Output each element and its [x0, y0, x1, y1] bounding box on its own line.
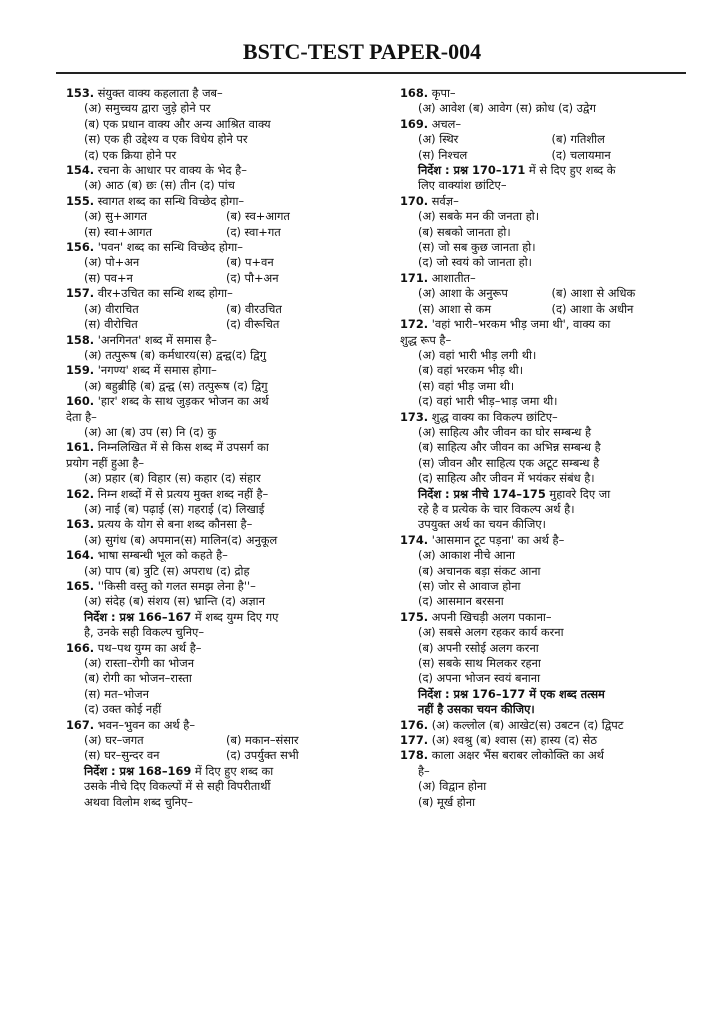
- question-line: [400, 86, 685, 101]
- option-pair: [400, 148, 685, 163]
- question-line: [66, 718, 368, 733]
- option-line: उपयुक्त अर्थ का चयन कीजिए।: [418, 517, 546, 532]
- option-line: है–: [418, 763, 430, 778]
- question-number: 178.: [400, 748, 429, 763]
- direction-text: में शब्द युग्म दिए गए: [191, 609, 279, 624]
- question-text: 'नगण्य' शब्द में समास होगा–: [97, 363, 217, 378]
- option-right: (द) पौ+अन: [226, 270, 279, 285]
- question-text: 'पवन' शब्द का सन्धि विच्छेद होगा–: [97, 240, 243, 255]
- question-number: 165.: [66, 579, 95, 593]
- question-line: [400, 410, 685, 425]
- option-line: (द) अपना भोजन स्वयं बनाना: [418, 671, 541, 686]
- option-left: (स) आशा से कम: [418, 301, 492, 316]
- option-line: (ब) एक प्रधान वाक्य और अन्य आश्रित वाक्य: [84, 116, 271, 131]
- option-line: (द) एक क्रिया होने पर: [84, 147, 177, 162]
- direction-line: [400, 163, 685, 178]
- option-line: (स) जोर से आवाज होना: [418, 579, 521, 593]
- option-line: (अ) पाप (ब) त्रुटि (स) अपराध (द) द्रोह: [84, 563, 250, 578]
- question-number: 170.: [400, 193, 429, 208]
- question-line: [400, 733, 685, 748]
- question-text: पथ–पथ युग्म का अर्थ है–: [97, 640, 202, 655]
- question-line: [66, 487, 368, 502]
- question-text: भवन–भुवन का अर्थ है–: [97, 717, 196, 732]
- option-line: (द) जो स्वयं को जानता हो।: [418, 255, 532, 270]
- option-right: (ब) आशा से अधिक: [551, 286, 636, 301]
- option-line: (ब) मूर्ख होना: [418, 794, 476, 809]
- question-number: 154.: [66, 163, 95, 178]
- option-left: (स) निश्चल: [418, 147, 468, 162]
- question-number: 174.: [400, 532, 429, 547]
- question-line: [66, 333, 368, 348]
- question-number: 161.: [66, 440, 95, 455]
- option-line: (ब) रोगी का भोजन–रास्ता: [84, 671, 192, 686]
- question-line: [66, 240, 368, 255]
- option-right: (द) स्वा+गत: [226, 224, 281, 239]
- question-line: [66, 194, 368, 209]
- option-line: (अ) नाई (ब) पढ़ाई (स) गहराई (द) लिखाई: [84, 501, 265, 516]
- option-right: (द) उपर्युक्त सभी: [226, 748, 299, 763]
- option-line: (अ) तत्पुरूष (ब) कर्मधारय(स) द्वन्द्व(द) द्विगु: [84, 347, 267, 362]
- question-number: 172.: [400, 317, 429, 332]
- option-line: (ब) अचानक बड़ा संकट आना: [418, 563, 541, 578]
- question-text: (अ) कल्लोल (ब) आखेट(स) उबटन (द) द्विपट: [431, 717, 624, 732]
- option-line: (अ) आठ (ब) छः (स) तीन (द) पांच: [84, 178, 235, 193]
- question-number: 168.: [400, 86, 429, 100]
- question-number: 162.: [66, 486, 95, 501]
- question-line: [66, 363, 368, 378]
- option-left: (अ) वीराचित: [84, 301, 139, 316]
- option-pair: [66, 271, 368, 286]
- option-left: (अ) पो+अन: [84, 255, 140, 270]
- question-number: 177.: [400, 733, 429, 748]
- header-divider: [56, 72, 686, 74]
- direction-bold-line: निर्देश : प्रश्न 176–177 में एक शब्द तत्सम: [418, 686, 605, 701]
- option-pair: [66, 225, 368, 240]
- option-line: (ब) अपनी रसोई अलग करना: [418, 640, 539, 655]
- question-number: 163.: [66, 517, 95, 532]
- option-line: (अ) समुच्चय द्वारा जुड़े होने पर: [84, 101, 211, 116]
- option-line: (अ) रास्ता–रोगी का भोजन: [84, 656, 195, 671]
- question-text: भाषा सम्बन्धी भूल को कहते है–: [97, 548, 228, 563]
- direction-text: में से दिए हुए शब्द के: [525, 163, 616, 178]
- question-number: 175.: [400, 609, 429, 624]
- option-line: (अ) विद्वान होना: [418, 779, 487, 794]
- question-number: 176.: [400, 717, 429, 732]
- option-line: रहे है व प्रत्येक के चार विकल्प अर्थ है।: [418, 501, 575, 516]
- question-text: (अ) श्वश्रु (ब) श्वास (स) हास्य (द) सेठ: [431, 733, 598, 748]
- option-pair: [66, 748, 368, 763]
- direction-label: निर्देश : प्रश्न 168–169: [84, 763, 192, 778]
- option-line: (स) मत–भोजन: [84, 686, 149, 701]
- question-line: [66, 440, 368, 455]
- question-text: स्वागत शब्द का सन्धि विच्छेद होगा–: [97, 193, 245, 208]
- option-line: (स) जो सब कुछ जानता हो।: [418, 240, 536, 255]
- left-column: [66, 86, 368, 810]
- direction-label: निर्देश : प्रश्न 170–171: [418, 163, 526, 178]
- question-text: कृपा–: [431, 86, 456, 100]
- option-left: (अ) घर–जगत: [84, 733, 144, 748]
- question-number: 159.: [66, 363, 95, 378]
- question-line: [66, 579, 368, 594]
- option-left: (स) घर–सुन्दर वन: [84, 748, 160, 763]
- question-continuation: शुद्ध रूप है–: [400, 332, 452, 347]
- option-pair: [400, 302, 685, 317]
- question-number: 156.: [66, 240, 95, 255]
- option-line: (स) जीवन और साहित्य एक अटूट सम्बन्ध है: [418, 455, 600, 470]
- direction-text: मुहावरे दिए जा: [545, 486, 611, 501]
- question-line: [66, 641, 368, 656]
- question-number: 166.: [66, 640, 95, 655]
- question-number: 158.: [66, 332, 95, 347]
- question-line: [400, 610, 685, 625]
- option-right: (ब) गतिशील: [551, 132, 605, 147]
- option-line: (ब) साहित्य और जीवन का अभिन्न सम्बन्ध है: [418, 440, 601, 455]
- question-text: संयुक्त वाक्य कहलाता है जब–: [97, 86, 223, 100]
- option-line: (अ) सबसे अलग रहकर कार्य करना: [418, 625, 564, 640]
- option-pair: [66, 733, 368, 748]
- option-left: (अ) सु+आगत: [84, 209, 148, 224]
- option-line: (अ) आवेश (ब) आवेग (स) क्रोध (द) उद्वेग: [418, 101, 596, 116]
- question-text: सर्वज्ञ–: [431, 193, 459, 208]
- direction-bold-line: नहीं है उसका चयन कीजिए।: [418, 702, 535, 717]
- question-text: ''किसी वस्तु को गलत समझ लेना है''–: [97, 579, 256, 593]
- question-number: 164.: [66, 548, 95, 563]
- question-text: 'वहां भारी–भरकम भीड़ जमा थी', वाक्य का: [431, 317, 611, 332]
- question-text: अपनी खिचड़ी अलग पकाना–: [431, 609, 552, 624]
- question-text: निम्नलिखित में से किस शब्द में उपसर्ग का: [97, 440, 269, 455]
- option-line: (अ) साहित्य और जीवन का घोर सम्बन्ध है: [418, 424, 592, 439]
- question-number: 173.: [400, 409, 429, 424]
- option-right: (द) आशा के अधीन: [551, 301, 634, 316]
- option-pair: [66, 317, 368, 332]
- question-line: [66, 394, 368, 409]
- question-text: अचल–: [431, 116, 462, 131]
- question-line: [400, 271, 685, 286]
- option-pair: [400, 286, 685, 301]
- option-line: उसके नीचे दिए विकल्पों में से सही विपरीतार्थी: [84, 779, 271, 794]
- question-text: शुद्ध वाक्य का विकल्प छांटिए–: [431, 409, 558, 424]
- option-line: (ब) वहां भरकम भीड़ थी।: [418, 363, 524, 378]
- question-line: [66, 286, 368, 301]
- option-line: अथवा विलोम शब्द चुनिए–: [84, 794, 193, 809]
- option-line: (अ) संदेह (ब) संशय (स) भ्रान्ति (द) अज्ञान: [84, 594, 265, 609]
- question-text: 'अनगिनत' शब्द में समास है–: [97, 332, 217, 347]
- question-number: 160.: [66, 394, 95, 409]
- option-line: है, उनके सही विकल्प चुनिए–: [84, 625, 205, 640]
- option-left: (अ) स्थिर: [418, 132, 459, 147]
- option-line: (द) उक्त कोई नहीं: [84, 702, 162, 717]
- option-line: (अ) आकाश नीचे आना: [418, 548, 515, 563]
- option-left: (स) पव+न: [84, 270, 133, 285]
- question-line: [400, 718, 685, 733]
- option-right: (ब) स्व+आगत: [226, 209, 290, 224]
- option-right: (ब) प+वन: [226, 255, 274, 270]
- option-right: (ब) मकान–संसार: [226, 733, 299, 748]
- question-line: [400, 317, 685, 332]
- question-number: 169.: [400, 116, 429, 131]
- option-line: (अ) बहुब्रीहि (ब) द्वन्द्व (स) तत्पुरूष (द) द्विगु: [84, 378, 268, 393]
- option-line: (अ) सबके मन की जनता हो।: [418, 209, 540, 224]
- direction-label: निर्देश : प्रश्न 166–167: [84, 609, 192, 624]
- option-line: (स) एक ही उद्देश्य व एक विधेय होने पर: [84, 132, 248, 147]
- question-continuation: प्रयोग नहीं हुआ है–: [66, 455, 145, 470]
- question-line: [400, 748, 685, 763]
- option-line: (द) वहां भारी भीड़–भाड़ जमा थी।: [418, 394, 558, 409]
- option-pair: [66, 255, 368, 270]
- option-line: (अ) प्रहार (ब) विहार (स) कहार (द) संहार: [84, 471, 261, 486]
- option-left: (अ) आशा के अनुरूप: [418, 286, 508, 301]
- option-line: (ब) सबको जानता हो।: [418, 224, 511, 239]
- option-line: (स) वहां भीड़ जमा थी।: [418, 378, 515, 393]
- question-line: [66, 163, 368, 178]
- question-line: [66, 548, 368, 563]
- direction-label: निर्देश : प्रश्न नीचे 174–175: [418, 486, 546, 501]
- option-right: (द) चलायमान: [551, 147, 611, 162]
- option-line: (अ) आ (ब) उप (स) नि (द) कु: [84, 424, 217, 439]
- question-number: 157.: [66, 286, 95, 301]
- direction-line: [400, 487, 685, 502]
- direction-line: [66, 610, 368, 625]
- page-title: BSTC-TEST PAPER-004: [242, 39, 482, 64]
- option-left: (स) स्वा+आगत: [84, 224, 153, 239]
- option-pair: [66, 209, 368, 224]
- option-right: (द) वीरूचित: [226, 317, 280, 332]
- question-text: आशातीत–: [431, 270, 476, 285]
- question-line: [400, 117, 685, 132]
- question-text: वीर+उचित का सन्धि शब्द होगा–: [97, 286, 233, 301]
- direction-text: में दिए हुए शब्द का: [191, 763, 274, 778]
- option-left: (स) वीरोचित: [84, 317, 138, 332]
- option-line: (द) साहित्य और जीवन में भयंकर संबंध है।: [418, 471, 595, 486]
- option-line: (द) आसमान बरसना: [418, 594, 504, 609]
- direction-line: [66, 764, 368, 779]
- question-text: रचना के आधार पर वाक्य के भेद है–: [97, 163, 247, 178]
- question-text: प्रत्यय के योग से बना शब्द कौनसा है–: [97, 517, 253, 532]
- question-line: [400, 194, 685, 209]
- right-column: [400, 86, 685, 810]
- option-line: (अ) सुगंध (ब) अपमान(स) मालिन(द) अनुकूल: [84, 532, 278, 547]
- question-text: निम्न शब्दों में से प्रत्यय मुक्त शब्द नहीं है–: [97, 486, 269, 501]
- question-number: 155.: [66, 193, 95, 208]
- question-text: 'आसमान टूट पड़ना' का अर्थ है–: [431, 532, 565, 547]
- question-number: 153.: [66, 86, 95, 100]
- question-text: काला अक्षर भैंस बराबर लोकोक्ति का अर्थ: [431, 748, 604, 763]
- option-pair: [66, 302, 368, 317]
- option-pair: [400, 132, 685, 147]
- option-line: लिए वाक्यांश छांटिए–: [418, 178, 507, 193]
- question-text: 'हार' शब्द के साथ जुड़कर भोजन का अर्थ: [97, 394, 269, 409]
- question-number: 167.: [66, 717, 95, 732]
- question-line: [66, 86, 368, 101]
- question-line: [66, 517, 368, 532]
- option-line: (अ) वहां भारी भीड़ लगी थी।: [418, 347, 537, 362]
- option-right: (ब) वीरउचित: [226, 301, 282, 316]
- option-line: (स) सबके साथ मिलकर रहना: [418, 656, 541, 671]
- question-continuation: देता है–: [66, 409, 97, 424]
- question-line: [400, 533, 685, 548]
- question-number: 171.: [400, 270, 429, 285]
